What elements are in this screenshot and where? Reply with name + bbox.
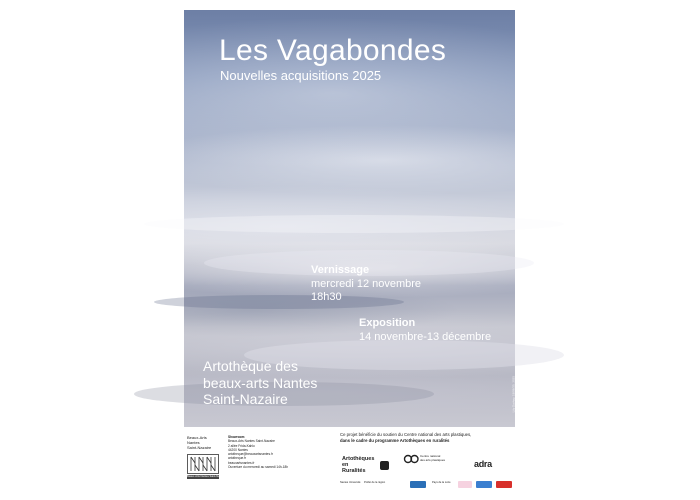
partner-label: Préfet de la région <box>364 481 386 484</box>
partner-label: Nantes Université <box>340 481 361 484</box>
contact-line: 2 allée Frida-Kahlo <box>228 443 255 448</box>
contact-line: Ouverture du mercredi au samedi 14h-18h <box>228 465 289 470</box>
org-name-line: Nantes <box>187 440 200 445</box>
contact-info <box>228 435 288 469</box>
logo-text: adra <box>474 459 492 469</box>
partner-logo <box>340 481 361 489</box>
partner-logo <box>432 481 454 489</box>
contact-line: 44200 Nantes <box>228 447 248 452</box>
logo-text: Centre national <box>420 454 441 458</box>
sponsor-logos <box>340 454 512 480</box>
org-name-line: Beaux-Arts <box>187 435 207 440</box>
artotheques-en-ruralites-logo <box>342 456 387 474</box>
partner-badge <box>476 481 492 488</box>
partner-logo <box>476 481 492 489</box>
org-logo-label: Beaux-Arts Nantes Saint-Nazaire <box>187 475 226 478</box>
support-notice <box>340 432 471 443</box>
cnap-text <box>420 455 445 462</box>
partner-logos <box>340 481 512 491</box>
partner-label: Pays de la Loire <box>432 481 451 484</box>
contact-line: beauxartsnantes.fr <box>228 460 255 465</box>
partner-badge <box>410 481 426 488</box>
vernissage-heading: Vernissage <box>311 264 370 276</box>
contact-line: Showroom <box>228 435 245 439</box>
exhibition-poster <box>184 10 515 494</box>
poster-title: Les Vagabondes <box>219 34 447 67</box>
logo-text: Ruralités <box>342 468 366 474</box>
venue-line: Artothèque des <box>203 358 298 374</box>
support-line: dans le cadre du programme Artothèques en ruralités <box>340 437 450 443</box>
beaux-arts-logo-icon <box>187 454 219 474</box>
artotheques-badge-icon <box>380 461 389 470</box>
partner-logo <box>410 481 426 489</box>
contact-line: Beaux-Arts Nantes Saint-Nazaire <box>228 439 275 444</box>
poster-subtitle: Nouvelles acquisitions 2025 <box>220 68 382 83</box>
photo-credit: Lily Dathay, 18/08/25, 2025 <box>511 376 515 413</box>
cnap-mark-icon <box>404 454 419 464</box>
venue-line: beaux-arts Nantes <box>203 374 318 391</box>
contact-line: artotheque@beauxartsnantes.fr <box>228 452 273 457</box>
logo-text: Artothèques <box>342 456 375 462</box>
org-name <box>187 435 211 450</box>
cloud-streak <box>144 215 564 233</box>
sky-clouds-photo <box>184 10 515 427</box>
contact-line: artotheque.fr <box>228 456 247 461</box>
exposition-heading: Exposition <box>359 317 416 329</box>
org-name-line: Saint-Nazaire <box>187 445 212 450</box>
vernissage-block <box>311 264 421 305</box>
logo-text: en <box>342 462 349 468</box>
partner-logo <box>364 481 386 489</box>
vernissage-time: 18h30 <box>311 291 342 303</box>
venue-line: Saint-Nazaire <box>203 391 288 407</box>
partner-logo <box>496 481 512 489</box>
partner-badge <box>458 481 472 488</box>
partner-badge <box>496 481 512 488</box>
logo-text: des arts plastiques <box>420 457 446 462</box>
adra-logo <box>474 454 510 472</box>
exposition-block <box>359 317 491 344</box>
venue-name <box>203 358 317 408</box>
exposition-dates: 14 novembre-13 décembre <box>359 330 492 343</box>
support-line: Ce projet bénéficie du soutien du Centre national des arts plastiques, <box>340 432 472 437</box>
poster-footer <box>184 427 515 494</box>
partner-logo <box>458 481 472 489</box>
vernissage-date: mercredi 12 novembre <box>311 277 422 290</box>
